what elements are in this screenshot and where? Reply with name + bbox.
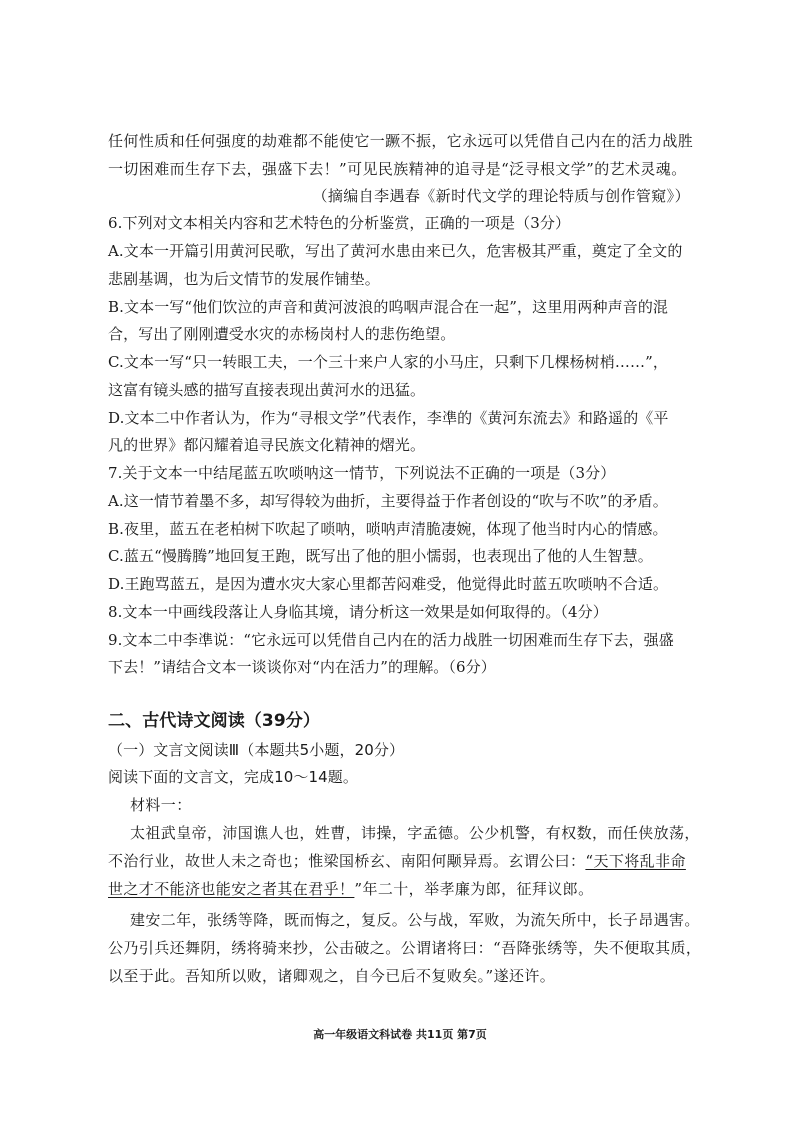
classical-text-line: 公乃引兵还舞阴，绣将骑来抄，公击破之。公谓诸将曰：“吾降张绣等，失不便取其质， <box>108 939 702 957</box>
question-6-option-d-cont: 凡的世界》都闪耀着追寻民族文化精神的熠光。 <box>108 436 426 454</box>
question-6-option-a-cont: 悲剧基调，也为后文情节的发展作铺垫。 <box>108 270 380 288</box>
question-7-option-a: A.这一情节着墨不多，却写得较为曲折，主要得益于作者创设的“吹与不吹”的矛盾。 <box>108 492 668 510</box>
question-6-option-d: D.文本二中作者认为，作为“寻根文学”代表作，李凖的《黄河东流去》和路遥的《平 <box>108 409 669 427</box>
question-8: 8.文本一中画线段落让人身临其境，请分析这一效果是如何取得的。（4分） <box>108 603 608 621</box>
question-7-option-c: C.蓝五“慢腾腾”地回复王跑，既写出了他的胆小懦弱，也表现出了他的人生智慧。 <box>108 547 653 565</box>
question-6-stem: 6.下列对文本相关内容和艺术特色的分析鉴赏，正确的一项是（3分） <box>108 214 571 232</box>
material-label: 材料一： <box>130 796 192 814</box>
question-6-option-c: C.文本一写“只一转眼工夫，一个三十来户人家的小马庄，只剩下几棵杨树梢……”， <box>108 353 668 371</box>
question-9-cont: 下去！”请结合文本一谈谈你对“内在活力”的理解。（6分） <box>108 658 496 676</box>
passage-line: 任何性质和任何强度的劫难都不能使它一蹶不振，它永远可以凭借自己内在的活力战胜 <box>108 132 694 150</box>
subsection-heading: （一）文言文阅读Ⅲ（本题共5小题，20分） <box>108 741 405 759</box>
question-7-option-b: B.夜里，蓝五在老柏树下吹起了唢呐，唢呐声清脆凄婉，体现了他当时内心的情感。 <box>108 520 668 538</box>
question-7-option-d: D.王跑骂蓝五，是因为遭水灾大家心里都苦闷难受，他觉得此时蓝五吹唢呐不合适。 <box>108 575 669 593</box>
passage-line: 一切困难而生存下去，强盛下去！”可见民族精神的追寻是“泛寻根文学”的艺术灵魂。 <box>108 160 687 178</box>
passage-source: （摘编自李遇春《新时代文学的理论特质与创作管窥》） <box>312 187 690 205</box>
question-6-option-c-cont: 这富有镜头感的描写直接表现出黄河水的迅猛。 <box>108 381 426 399</box>
classical-text-line: 以至于此。吾知所以败，诸卿观之，自今已后不复败矣。”遂还许。 <box>108 967 556 985</box>
question-6-option-b-cont: 合，写出了刚刚遭受水灾的赤杨岗村人的悲伤绝望。 <box>108 325 456 343</box>
classical-text-line: 不治行业，故世人未之奇也；惟梁国桥玄、南阳何颙异焉。玄谓公曰：“天下将乱非命 <box>108 852 686 870</box>
classical-text-line: 世之才不能济也能安之者其在君乎！”年二十，举孝廉为郎，征拜议郎。 <box>108 880 594 898</box>
reading-instruction: 阅读下面的文言文，完成10～14题。 <box>108 768 358 786</box>
question-6-option-a: A.文本一开篇引用黄河民歌，写出了黄河水患由来已久，危害极其严重，奠定了全文的 <box>108 242 683 260</box>
question-9: 9.文本二中李凖说：“它永远可以凭借自己内在的活力战胜一切困难而生存下去，强盛 <box>108 631 674 649</box>
page-footer: 高一年级语文科试卷 共11页 第7页 <box>313 1028 487 1041</box>
question-6-option-b: B.文本一写“他们饮泣的声音和黄河波浪的呜咽声混合在一起”，这里用两种声音的混 <box>108 298 669 316</box>
underlined-sentence: “天下将乱非命 <box>585 852 686 870</box>
section-heading: 二、古代诗文阅读（39分） <box>108 711 320 731</box>
classical-text-line: 建安二年，张绣等降，既而悔之，复反。公与战，军败，为流矢所中，长子昂遇害。 <box>130 911 700 929</box>
classical-text-line: 太祖武皇帝，沛国谯人也，姓曹，讳操，字孟德。公少机警，有权数，而任侠放荡， <box>130 824 700 842</box>
question-7-stem: 7.关于文本一中结尾蓝五吹唢呐这一情节，下列说法不正确的一项是（3分） <box>108 464 616 482</box>
underlined-sentence: 世之才不能济也能安之者其在君乎！ <box>108 880 355 898</box>
